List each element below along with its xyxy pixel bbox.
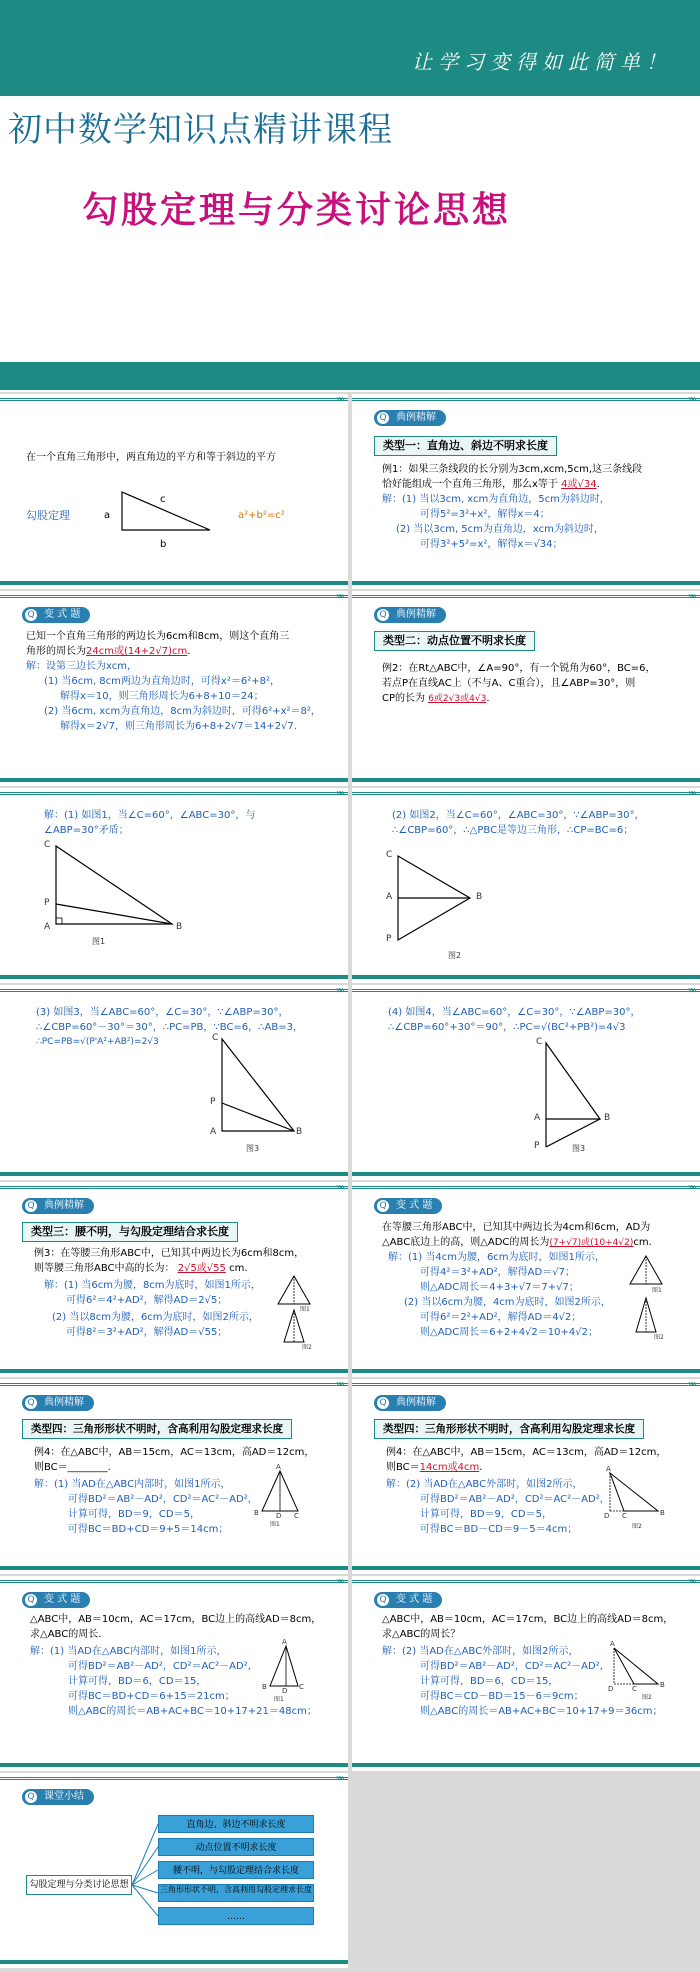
summary-item: 腰不明，与勾股定理结合求长度 [158,1861,314,1879]
arrows-icon: »» [687,1576,694,1587]
problem-line: 求△ABC的周长？ [382,1629,461,1640]
point-label: A [282,1638,287,1646]
point-label: D [282,1687,288,1695]
theorem-statement: 在一个直角三角形中，两直角边的平方和等于斜边的平方 [26,452,276,463]
figure-2 [352,788,700,983]
point-label: A [386,892,393,902]
problem-line: 例2：在Rt△ABC中，∠A=90°，有一个锐角为60°，BC=6， [382,663,656,674]
point-label: C [632,1685,637,1693]
figure-caption: 图2 [448,951,462,960]
solution-line: (4) 如图4，当∠ABC=60°，∠C=30°，∵∠ABP=30°， [388,1007,641,1018]
slide-variant-1 [0,591,348,786]
point-label: D [608,1685,614,1693]
point-label: A [534,1113,541,1123]
solution-line: 可得BC＝BD+CD＝6+15＝21cm； [68,1691,235,1702]
problem-line: 角形的周长为24cm或(14+2√7)cm. [26,646,191,657]
title-slide [0,0,700,390]
figure-3 [0,985,348,1180]
pythagoras-formula: a²+b²=c² [238,510,285,521]
point-label: A [210,1127,217,1137]
figure-caption: 图1 [300,1306,310,1313]
solution-line: 解：设第三边长为xcm， [26,661,137,672]
figure-4 [352,985,700,1180]
slide-case-2 [352,788,700,983]
isosceles-figures [0,1182,348,1377]
solution-line: 解：(2) 当AD在△ABC外部时，如图2所示， [386,1479,583,1490]
arrows-icon: »» [687,591,694,602]
arrows-icon: »» [335,788,342,799]
example-badge: Q 典例精解 [374,1395,446,1411]
point-label: C [212,1033,219,1043]
course-name: 初中数学知识点精讲课程 [8,110,393,150]
problem-line: 在等腰三角形ABC中，已知其中两边长为4cm和6cm，AD为 [382,1222,651,1233]
top-banner [0,0,700,96]
variant-badge: Q 变 式 题 [374,1198,442,1214]
answer: 2√5或√55 [177,1263,226,1274]
figure-outer-height [352,1379,700,1574]
problem-line: 则BC＝________. [34,1462,111,1473]
solution-line: 计算可得，BD＝6，CD＝15， [420,1676,559,1687]
problem-line: CP的长为 6或2√3或4√3. [382,693,490,704]
magnifier-icon: Q [377,1594,389,1606]
tagline: 让学习变得如此简单！ [412,50,672,74]
figure-caption: 图2 [654,1334,664,1341]
example-badge: Q 典例精解 [374,410,446,426]
magnifier-icon: Q [25,1397,37,1409]
solution-line: 可得BC＝BD+CD＝9+5＝14cm； [68,1524,229,1535]
solution-line: (2) 如图2，当∠C=60°，∠ABC=30°，∵∠ABP=30°， [392,810,645,821]
slide-example-1 [352,394,700,589]
magnifier-icon: Q [377,1397,389,1409]
problem-line: 已知一个直角三角形的两边长为6cm和8cm，则这个直角三 [26,631,290,642]
problem-line: 例4：在△ABC中，AB＝15cm，AC＝13cm，高AD＝12cm， [34,1447,315,1458]
arrows-icon: »» [687,985,694,996]
example-badge: Q 典例精解 [22,1395,94,1411]
solution-line: 可得BD²＝AB²－AD²，CD²＝AC²－AD²， [68,1494,258,1505]
variant-badge: Q 变 式 题 [374,1592,442,1608]
lesson-title: 勾股定理与分类讨论思想 [82,190,512,231]
point-label: A [276,1463,281,1471]
solution-line: 计算可得，BD＝6，CD＝15， [68,1676,207,1687]
slide-case-1 [0,788,348,983]
solution-line: 则△ABC的周长＝AB+AC+BC＝10+17+21＝48cm； [68,1706,317,1717]
figure-inner-height [0,1576,348,1771]
problem-line: 求△ABC的周长. [30,1629,102,1640]
solution-line: 可得3²+5²=x²，解得x＝√34； [420,539,563,550]
figure-caption: 图3 [246,1144,260,1153]
arrows-icon: »» [335,1773,342,1784]
point-label: C [294,1512,299,1520]
solution-line: 可得6²＝4²+AD²，解得AD＝2√5； [66,1295,228,1306]
arrows-icon: »» [335,394,342,405]
point-label: P [534,1141,540,1151]
magnifier-icon: Q [377,412,389,424]
point-label: P [210,1097,216,1107]
answer: 4或√34 [561,479,597,490]
slide-example-2 [352,591,700,786]
solution-line: 解：(2) 当AD在△ABC外部时，如图2所示， [382,1646,579,1657]
right-triangle-figure [0,394,348,589]
type-heading: 类型四：三角形形状不明时，含高利用勾股定理求长度 [374,1419,644,1439]
solution-line: 则△ADC周长＝6+2+4√2＝10+4√2； [420,1327,598,1338]
solution-line: 解：(1) 当AD在△ABC内部时，如图1所示， [30,1646,227,1657]
answer: 24cm或(14+2√7)cm [86,646,188,657]
bottom-banner [0,362,700,390]
side-c-label: c [160,494,166,505]
arrows-icon: »» [335,591,342,602]
problem-line: 若点P在直线AC上（不与A、C重合），且∠ABP=30°，则 [382,678,636,689]
point-label: B [262,1683,267,1691]
point-label: P [386,934,392,944]
answer: 14cm或4cm [419,1462,480,1473]
point-label: B [660,1681,665,1689]
point-label: A [606,1465,611,1473]
solution-line: (2) 当以8cm为腰，6cm为底时，如图2所示， [52,1312,259,1323]
problem-line: △ABC中，AB＝10cm，AC＝17cm，BC边上的高线AD＝8cm， [382,1614,674,1625]
variant-badge: Q 变 式 题 [22,1592,90,1608]
point-label: A [44,922,51,932]
solution-line: 解得x＝10，则三角形周长为6+8+10＝24； [60,691,264,702]
point-label: B [476,892,483,902]
example-badge: Q 典例精解 [22,1198,94,1214]
solution-line: 解得x＝2√7，则三角形周长为6+8+2√7＝14+2√7. [60,721,297,732]
problem-line: 例1：如果三条线段的长分别为3cm,xcm,5cm,这三条线段 [382,464,643,475]
slide-variant-2 [352,1182,700,1377]
problem-line: 则BC＝14cm或4cm. [386,1462,483,1473]
point-label: B [296,1127,303,1137]
summary-root: 勾股定理与分类讨论思想 [26,1875,132,1895]
magnifier-icon: Q [25,609,37,621]
slide-summary [0,1773,348,1968]
solution-line: 可得BD²＝AB²－AD²，CD²＝AC²－AD²， [420,1494,610,1505]
slide-variant-3 [0,1576,348,1771]
isosceles-figures [352,1182,700,1377]
point-label: B [660,1509,665,1517]
point-label: P [44,898,50,908]
slide-case-3 [0,985,348,1180]
type-heading: 类型四：三角形形状不明时，含高利用勾股定理求长度 [22,1419,292,1439]
theorem-label: 勾股定理 [26,509,70,522]
solution-line: 可得BC＝BD－CD＝9－5＝4cm； [420,1524,578,1535]
arrows-icon: »» [687,394,694,405]
solution-line: 可得BD²＝AB²－AD²，CD²＝AC²－AD²， [68,1661,258,1672]
example-badge: Q 典例精解 [374,607,446,623]
slide-example-4b [352,1379,700,1574]
solution-line: (2) 当以3cm, 5cm为直角边，xcm为斜边时， [396,524,604,535]
problem-line: △ABC中，AB＝10cm，AC＝17cm，BC边上的高线AD＝8cm， [30,1614,322,1625]
summary-item: 直角边、斜边不明求长度 [158,1815,314,1833]
slide-example-4a [0,1379,348,1574]
summary-badge: Q 课堂小结 [22,1789,94,1805]
arrows-icon: »» [335,1379,342,1390]
problem-line: 恰好能组成一个直角三角形，那么x等于 4或√34. [382,479,600,490]
slide-theorem [0,394,348,589]
point-label: C [44,840,51,850]
magnifier-icon: Q [25,1200,37,1212]
slide-example-3 [0,1182,348,1377]
point-label: C [299,1683,304,1691]
type-heading: 类型三：腰不明，与勾股定理结合求长度 [22,1222,238,1242]
solution-line: 解：(1) 如图1，当∠C=60°，∠ABC=30°，与 [44,810,256,821]
solution-line: (2) 当以6cm为腰，4cm为底时，如图2所示， [404,1297,611,1308]
solution-line: 可得4²＝3²+AD²，解得AD＝√7； [420,1267,575,1278]
arrows-icon: »» [687,1182,694,1193]
summary-item: 动点位置不明求长度 [158,1838,314,1856]
figure-caption: 图1 [274,1696,284,1703]
type-heading: 类型二：动点位置不明求长度 [374,631,535,651]
point-label: A [610,1640,615,1648]
point-label: D [276,1512,282,1520]
solution-line: (2) 当6cm, xcm为直角边，8cm为斜边时，可得6²+x²＝8²， [44,706,321,717]
solution-line: 则△ABC的周长＝AB+AC+BC＝10+17+9＝36cm； [420,1706,663,1717]
solution-line: 计算可得，BD＝9，CD＝5， [420,1509,552,1520]
solution-line: (1) 当6cm, 8cm两边为直角边时，可得x²＝6²+8²， [44,676,280,687]
solution-line: 可得BC＝CD－BD＝15－6＝9cm； [420,1691,584,1702]
answer: 6或2√3或4√3 [428,694,487,704]
side-b-label: b [160,539,167,550]
solution-line: 计算可得，BD＝9，CD＝5， [68,1509,200,1520]
figure-caption: 图3 [572,1144,586,1153]
problem-line: △ABC底边上的高，则△ADC的周长为(7+√7)或(10+4√2)cm. [382,1237,652,1248]
arrows-icon: »» [335,1576,342,1587]
type-heading: 类型一：直角边、斜边不明求长度 [374,436,557,456]
solution-line: ∴∠CBP=60°－30°＝30°，∴PC=PB，∵BC=6，∴AB=3， [36,1022,303,1033]
solution-line: ∴∠CBP=60°，∴△PBC是等边三角形，∴CP=BC=6； [392,825,634,836]
solution-line: 解：(1) 当4cm为腰，6cm为底时，如图1所示， [388,1252,605,1263]
figure-inner-height [0,1379,348,1574]
variant-badge: Q 变 式 题 [22,607,90,623]
solution-line: (3) 如图3，当∠ABC=60°，∠C=30°，∵∠ABP=30°， [36,1007,289,1018]
magnifier-icon: Q [25,1594,37,1606]
arrows-icon: »» [335,1182,342,1193]
figure-caption: 图2 [642,1694,652,1701]
magnifier-icon: Q [377,1200,389,1212]
figure-outer-height [352,1576,700,1771]
answer: (7+√7)或(10+4√2) [549,1238,634,1248]
arrows-icon: »» [335,985,342,996]
figure-caption: 图2 [632,1523,642,1530]
figure-caption: 图2 [302,1344,312,1351]
slide-grid [0,392,700,1972]
solution-line: 解：(1) 当以3cm, xcm为直角边，5cm为斜边时， [382,494,610,505]
figure-1 [0,788,348,983]
point-label: B [604,1113,611,1123]
arrows-icon: »» [687,1379,694,1390]
summary-item: 三角形形状不明，含高利用勾股定理求长度 [158,1884,314,1902]
solution-line: ∴PC=PB=√(P'A²+AB²)=2√3 [36,1037,159,1047]
point-label: C [536,1037,543,1047]
problem-line: 例3：在等腰三角形ABC中，已知其中两边长为6cm和8cm， [34,1248,305,1259]
point-label: C [622,1512,627,1520]
solution-line: 可得5²=3²+x²，解得x＝4； [420,509,550,520]
point-label: C [386,850,393,860]
problem-line: 则等腰三角形ABC中高的长为： 2√5或√55 cm. [34,1263,248,1274]
solution-line: 则△ADC周长＝4+3+√7＝7+√7； [420,1282,579,1293]
arrows-icon: »» [687,788,694,799]
side-a-label: a [104,510,111,521]
solution-line: 可得6²＝2²+AD²，解得AD＝4√2； [420,1312,582,1323]
magnifier-icon: Q [25,1791,37,1803]
summary-item: …… [158,1907,314,1925]
figure-caption: 图1 [92,937,106,946]
slide-variant-4 [352,1576,700,1771]
solution-line: ∠ABP=30°矛盾； [44,825,129,836]
figure-caption: 图1 [270,1521,280,1528]
solution-line: ∴∠CBP=60°+30°＝90°，∴PC=√(BC²+PB²)=4√3 [388,1022,626,1033]
slide-case-4 [352,985,700,1180]
problem-line: 例4：在△ABC中，AB＝15cm，AC＝13cm，高AD＝12cm， [386,1447,667,1458]
point-label: D [604,1512,610,1520]
solution-line: 解：(1) 当AD在△ABC内部时，如图1所示， [34,1479,231,1490]
point-label: B [176,922,183,932]
solution-line: 可得BD²＝AB²－AD²，CD²＝AC²－AD²， [420,1661,610,1672]
solution-line: 可得8²＝3²+AD²，解得AD＝√55； [66,1327,228,1338]
figure-caption: 图1 [652,1287,662,1294]
magnifier-icon: Q [377,609,389,621]
point-label: B [254,1509,259,1517]
solution-line: 解：(1) 当6cm为腰，8cm为底时，如图1所示， [44,1280,261,1291]
